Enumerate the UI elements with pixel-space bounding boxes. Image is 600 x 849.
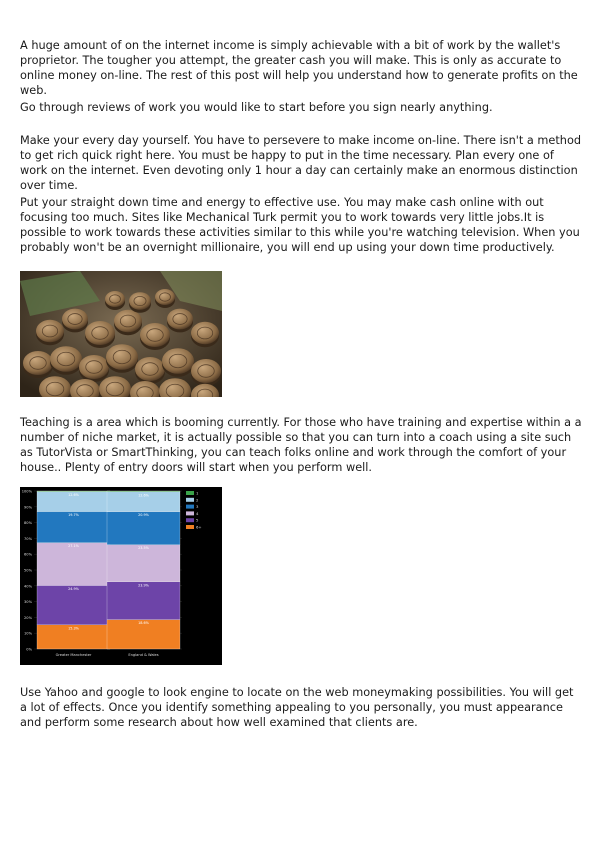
x-category-label: England & Wales	[128, 653, 159, 657]
chart-data-label: 18.6%	[138, 621, 149, 626]
chart-data-label: 12.6%	[68, 493, 79, 498]
legend-label: 1	[196, 490, 199, 496]
legend-label: 5	[196, 517, 199, 523]
chart-bar-segment	[37, 491, 110, 492]
y-tick-label: 80%	[24, 521, 32, 526]
y-tick-label: 10%	[24, 631, 32, 636]
y-tick-label: 0%	[26, 647, 32, 652]
legend-swatch	[186, 511, 194, 515]
y-tick-label: 40%	[24, 584, 32, 589]
legend-label: 2	[196, 497, 199, 503]
legend-label: 6+	[196, 524, 202, 530]
legend-swatch	[186, 505, 194, 509]
legend-swatch	[186, 498, 194, 502]
legend-swatch	[186, 525, 194, 529]
legend-label: 4	[196, 510, 199, 516]
y-tick-label: 90%	[24, 505, 32, 510]
chart-data-label: 23.5%	[138, 546, 149, 551]
chart-bar-segment	[107, 545, 180, 582]
chart-data-label: 15.3%	[68, 626, 79, 631]
chart-bar-segment	[37, 543, 110, 586]
y-tick-label: 30%	[24, 600, 32, 605]
chart-data-label: 19.7%	[68, 513, 79, 518]
paragraph-schedule: Make your every day yourself. You have to persevere to make income on-line. There isn't a method to get rich quick right here. You must be happy to put in the time necessary. Plan every one of work on the internet. Even devoting only 1 hour a day can certainly make an enormous distinction over time.	[20, 134, 582, 192]
chart-data-label: 12.6%	[138, 493, 149, 498]
y-tick-label: 20%	[24, 615, 32, 620]
chart-bar-segment	[107, 582, 180, 620]
paragraph-teaching: Teaching is a area which is booming currently. For those who have training and expertise within a a number of niche market, it is actually possible so that you can turn into a coach using a site such as TutorVista or SmartThinking, you can teach folks online and work through the comfort of your house.. Plenty of entry doors will start when you perform well.	[20, 416, 582, 474]
chart-bar-segment	[37, 585, 110, 624]
paragraph-intro: A huge amount of on the internet income is simply achievable with a bit of work by the wallet's proprietor. The tougher you attempt, the greater cash you will make. This is only as accurate to online money on-line. The rest of this post will help you understand how to generate profits on the web.	[20, 39, 578, 97]
chart-data-label: 24.9%	[68, 586, 79, 591]
chart-data-label: 27.1%	[68, 544, 79, 549]
legend-label: 3	[196, 504, 199, 510]
chart-data-label: 23.9%	[138, 583, 149, 588]
legend-swatch	[186, 518, 194, 522]
legend-swatch	[186, 491, 194, 495]
paragraph-reviews: Go through reviews of work you would like to start before you sign nearly anything.	[20, 101, 493, 114]
paragraph-search: Use Yahoo and google to look engine to locate on the web moneymaking possibilities. You will get a lot of effects. Once you identify something appealing to you personally, you must appearance and perform some research about how well examined that clients are.	[20, 686, 574, 729]
wooden-bingo-tokens-image	[20, 271, 222, 397]
y-tick-label: 50%	[24, 568, 32, 573]
y-tick-label: 70%	[24, 536, 32, 541]
x-category-label: Greater Manchester	[55, 653, 92, 657]
chart-data-label: 20.9%	[138, 513, 149, 518]
y-tick-label: 100%	[21, 489, 32, 494]
household-size-chart	[20, 487, 222, 665]
paragraph-downtime: Put your straight down time and energy to effective use. You may make cash online with out focusing too much. Sites like Mechanical Turk permit you to work towards very little jobs.It is possible to work towards these activities similar to this while you're watching television. When you probably won't be an overnight millionaire, you will end up using your down time productively.	[20, 196, 580, 254]
chart-bar-segment	[107, 491, 180, 492]
y-tick-label: 60%	[24, 552, 32, 557]
